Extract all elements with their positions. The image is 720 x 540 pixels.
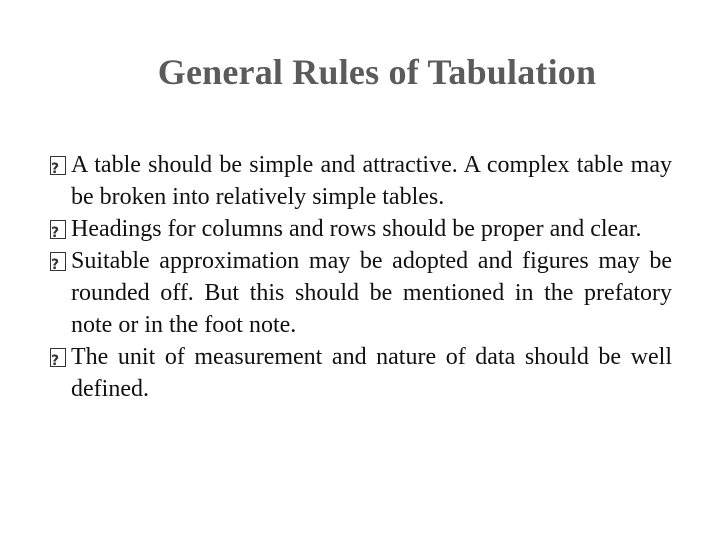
missing-glyph-box-icon [50,156,66,175]
bullet-text: Suitable approximation may be adopted and figures may be rounded off. But this should be mentioned in the prefatory note or in the foot note. [71,248,672,338]
bullet-item [50,245,672,341]
bullet-text: Headings for columns and rows should be proper and clear. [71,216,642,242]
bullet-item [50,213,672,245]
bullet-text: A table should be simple and attractive. A complex table may be broken into relatively simple tables. [71,152,672,210]
bullet-item [50,341,672,405]
bullet-text: The unit of measurement and nature of data should be well defined. [71,344,672,402]
bullet-item [50,149,672,213]
slide-title: General Rules of Tabulation [157,52,597,92]
missing-glyph-box-icon [50,220,66,239]
missing-glyph-box-icon [50,252,66,271]
bullet-list [50,149,672,405]
missing-glyph-box-icon [50,348,66,367]
